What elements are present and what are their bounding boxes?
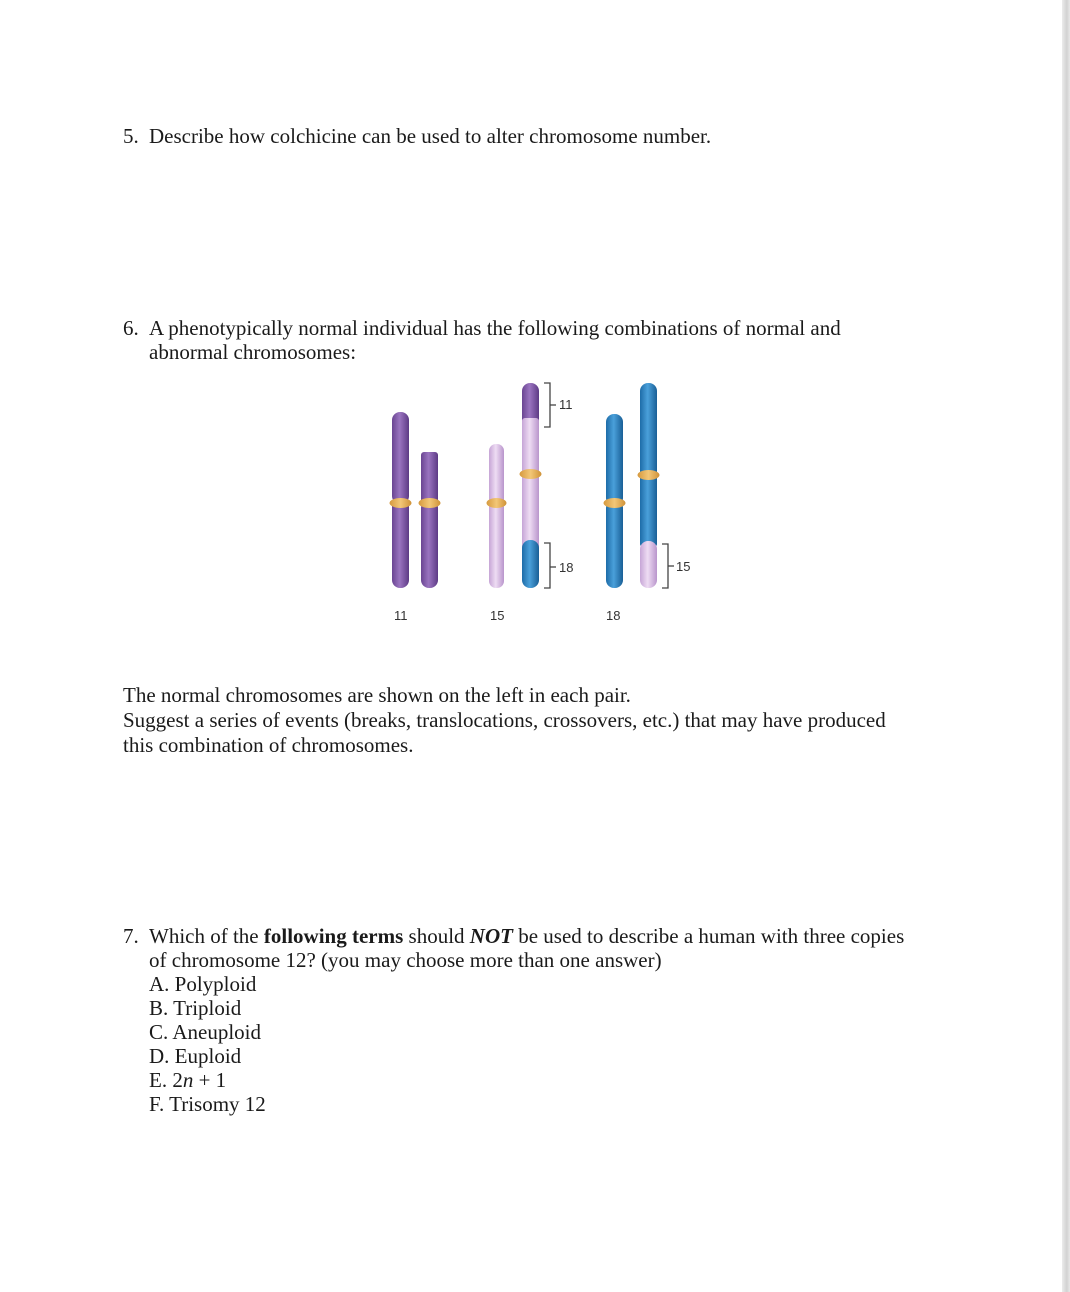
question-number: 5.: [123, 124, 139, 148]
bracket-15: [662, 544, 674, 588]
question-text-line-2: of chromosome 12? (you may choose more than one answer): [149, 948, 662, 972]
page-edge: [1062, 0, 1070, 1292]
segment-label-15: 15: [676, 559, 691, 574]
note-line-1: The normal chromosomes are shown on the left in each pair.: [123, 683, 631, 707]
chromosome-18-normal: [604, 414, 626, 588]
option-e-suffix: + 1: [193, 1068, 227, 1092]
question-7: [123, 924, 904, 1116]
question-text-post: be used to describe a human with three copies: [518, 924, 905, 948]
chromosome-15-normal: [487, 444, 507, 588]
question-text-emphasis: NOT: [469, 924, 513, 948]
question-text-pre: Which of the: [149, 924, 259, 948]
option-b: B. Triploid: [149, 996, 242, 1020]
pair-label-11: 11: [394, 608, 408, 623]
option-a: A. Polyploid: [149, 972, 257, 996]
option-d: D. Euploid: [149, 1044, 242, 1068]
question-number: 6.: [123, 316, 139, 340]
question-text-line-1: A phenotypically normal individual has the following combinations of normal and: [149, 316, 841, 340]
chromosome-diagram: [370, 378, 710, 634]
chromosome-15-abnormal: [520, 383, 542, 588]
option-c: C. Aneuploid: [149, 1020, 262, 1044]
question-6: [123, 316, 841, 364]
option-e-variable: n: [182, 1068, 194, 1092]
option-e: [123, 1068, 904, 1092]
bracket-18: [544, 543, 556, 588]
figure-note: [123, 683, 983, 758]
chromosome-11-abnormal: [419, 452, 441, 588]
question-text-bold: following terms: [263, 924, 404, 948]
note-line-3: this combination of chromosomes.: [123, 733, 414, 757]
chromosome-18-abnormal: [638, 383, 660, 588]
option-e-prefix: E. 2: [149, 1068, 183, 1092]
question-5: [123, 124, 711, 148]
question-text-line-2: abnormal chromosomes:: [149, 340, 357, 364]
question-number: 7.: [123, 924, 139, 948]
chromosome-figure: [370, 378, 710, 634]
option-f: F. Trisomy 12: [149, 1092, 266, 1116]
segment-label-11: 11: [559, 397, 573, 412]
question-text: Describe how colchicine can be used to alter chromosome number.: [149, 124, 712, 148]
note-line-2: Suggest a series of events (breaks, translocations, crossovers, etc.) that may have produced: [123, 708, 886, 732]
bracket-11: [544, 383, 556, 427]
segment-label-18: 18: [559, 560, 574, 575]
question-text-mid: should: [408, 924, 465, 948]
chromosome-11-normal: [390, 412, 412, 588]
pair-label-15: 15: [490, 608, 505, 623]
pair-label-18: 18: [606, 608, 621, 623]
